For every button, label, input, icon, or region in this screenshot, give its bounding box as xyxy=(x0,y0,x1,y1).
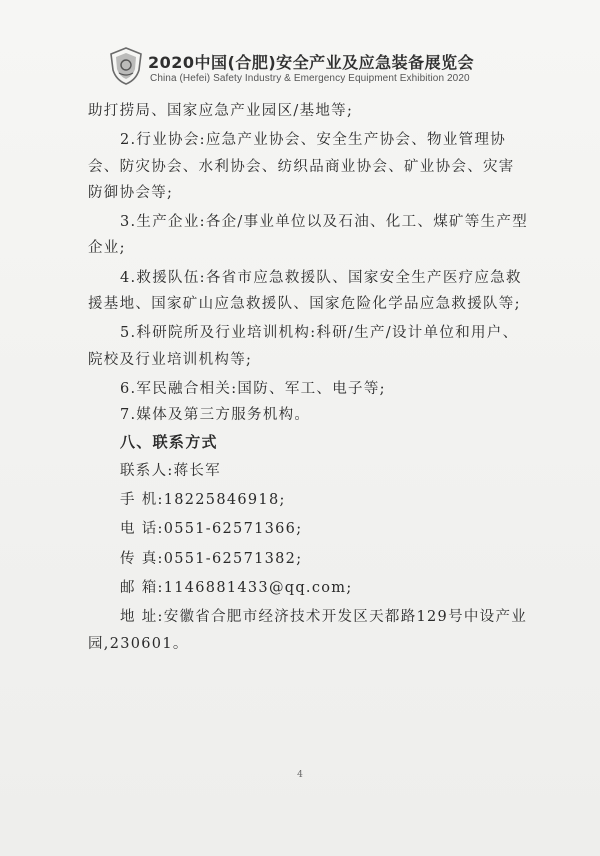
contact-address: 地 址:安徽省合肥市经济技术开发区天都路129号中设产业园,230601。 xyxy=(88,609,528,652)
paragraph-industry-associations: 2.行业协会:应急产业协会、安全生产协会、物业管理协会、防灾协会、水利协会、纺织品商业协会、矿业协会、灾害防御协会等; xyxy=(88,132,515,201)
paragraph-production-enterprises: 3.生产企业:各企/事业单位以及石油、化工、煤矿等生产型企业; xyxy=(88,214,529,257)
paragraph-rescue-teams: 4.救援队伍:各省市应急救援队、国家安全生产医疗应急救援基地、国家矿山应急救援队、国家危险化学品应急救援队等; xyxy=(88,269,522,313)
paragraph-research-institutes: 5.科研院所及行业培训机构:科研/生产/设计单位和用户、院校及行业培训机构等; xyxy=(88,325,519,368)
contact-heading: 八、联系方式 xyxy=(120,432,218,451)
header-title: 2020中国(合肥)安全产业及应急装备展览会 xyxy=(148,53,475,72)
paragraph-military-civil: 6.军民融合相关:国防、军工、电子等; xyxy=(120,380,386,397)
exhibition-logo-icon xyxy=(108,46,144,86)
page-number: 4 xyxy=(297,770,303,780)
contact-phone: 电 话:0551-62571366; xyxy=(120,521,303,538)
document-body xyxy=(88,98,528,657)
contact-person: 联系人:蒋长军 xyxy=(120,462,221,479)
page-header xyxy=(108,46,568,94)
paragraph-media: 7.媒体及第三方服务机构。 xyxy=(120,407,311,424)
header-subtitle: China (Hefei) Safety Industry & Emergency Equipment Exhibition 2020 xyxy=(150,73,470,84)
paragraph-continuation: 助打捞局、国家应急产业园区/基地等; xyxy=(88,103,354,119)
contact-fax: 传 真:0551-62571382; xyxy=(120,550,303,567)
contact-mobile: 手 机:18225846918; xyxy=(120,492,286,509)
contact-email: 邮 箱:1146881433@qq.com; xyxy=(120,580,353,597)
